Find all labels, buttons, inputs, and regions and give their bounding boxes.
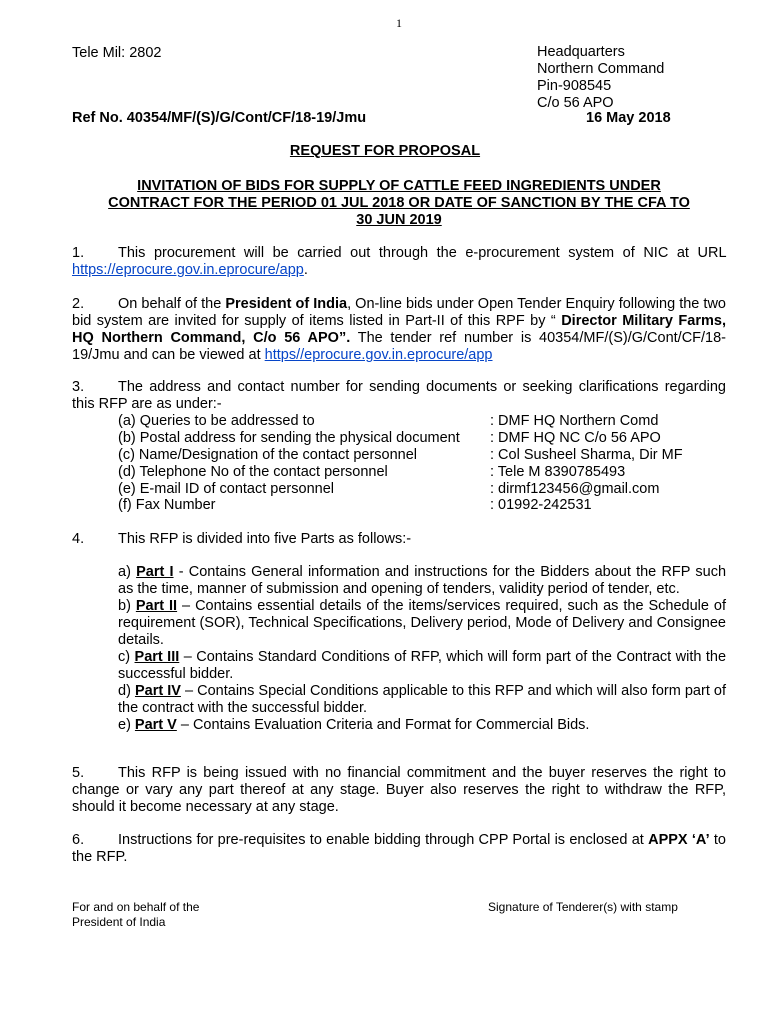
paragraph-text: The tender ref number is 40354/MF/(S)/G/Cont/CF/18-19/Jmu and can be viewed at bbox=[72, 330, 727, 363]
paragraph-text: On behalf of the bbox=[118, 296, 226, 312]
paragraph-number: 2. bbox=[72, 296, 85, 312]
document-date: 16 May 2018 bbox=[586, 110, 671, 126]
contact-value: : DMF HQ NC C/o 56 APO bbox=[490, 430, 661, 446]
paragraph-text: The address and contact number for sending documents or seeking clarifications regarding this RFP are as under:- bbox=[72, 379, 726, 412]
paragraph-5 bbox=[72, 765, 726, 816]
contact-value: : dirmf123456@gmail.com bbox=[490, 481, 660, 497]
address-line: C/o 56 APO bbox=[537, 95, 614, 111]
paragraph-3 bbox=[72, 379, 726, 413]
contact-label: (d) Telephone No of the contact personnel bbox=[118, 464, 388, 480]
contact-label: (f) Fax Number bbox=[118, 497, 216, 513]
part-text: - Contains General information and instructions for the Bidders about the RFP such as the time, manner of submission and opening of tenders, validity period of tender, etc. bbox=[118, 564, 727, 597]
part-item bbox=[118, 683, 726, 717]
tender-link[interactable]: https//eprocure.gov.in.eprocure/app bbox=[264, 347, 493, 363]
paragraph-number: 3. bbox=[72, 379, 85, 395]
paragraph-1 bbox=[72, 245, 726, 279]
tele-mil: Tele Mil: 2802 bbox=[72, 45, 162, 61]
paragraph-text: This RFP is divided into five Parts as follows:- bbox=[118, 531, 412, 547]
paragraph-number: 4. bbox=[72, 531, 85, 547]
part-text: – Contains Evaluation Criteria and Format for Commercial Bids. bbox=[176, 717, 590, 733]
contact-value: : DMF HQ Northern Comd bbox=[490, 413, 659, 429]
contact-row bbox=[118, 481, 728, 498]
part-item bbox=[118, 717, 726, 734]
appendix-reference: APPX ‘A’ bbox=[648, 832, 710, 848]
contact-label: (b) Postal address for sending the physical document bbox=[118, 430, 460, 446]
invitation-line: INVITATION OF BIDS FOR SUPPLY OF CATTLE FEED INGREDIENTS UNDER bbox=[137, 178, 661, 194]
address-line: Pin-908545 bbox=[537, 78, 612, 94]
contact-value: : Col Susheel Sharma, Dir MF bbox=[490, 447, 683, 463]
part-prefix: e) bbox=[118, 717, 135, 733]
paragraph-number: 6. bbox=[72, 832, 85, 848]
rfp-parts-list bbox=[118, 564, 726, 734]
part-name: Part II bbox=[135, 598, 178, 614]
part-name: Part III bbox=[134, 649, 180, 665]
paragraph-4 bbox=[72, 531, 726, 548]
paragraph-text: This RFP is being issued with no financial commitment and the buyer reserves the right to change or vary any part thereof at any stage. Buyer also reserves the right to withdraw the RFP, should it become necessary at any stage. bbox=[72, 765, 726, 815]
part-prefix: d) bbox=[118, 683, 135, 699]
page-title: REQUEST FOR PROPOSAL bbox=[289, 143, 481, 159]
invitation-line: CONTRACT FOR THE PERIOD 01 JUL 2018 OR DATE OF SANCTION BY THE CFA TO bbox=[108, 195, 690, 211]
contact-value: : 01992-242531 bbox=[490, 497, 592, 513]
signatory-line: President of India bbox=[72, 915, 166, 929]
contact-row bbox=[118, 497, 728, 514]
paragraph-6 bbox=[72, 832, 726, 866]
page-number: 1 bbox=[396, 16, 402, 30]
part-prefix: a) bbox=[118, 564, 137, 580]
reference-number: Ref No. 40354/MF/(S)/G/Cont/CF/18-19/Jmu bbox=[72, 110, 367, 126]
contact-row bbox=[118, 430, 728, 447]
paragraph-text: This procurement will be carried out through the e-procurement system of NIC at URL bbox=[118, 245, 726, 261]
paragraph-number: 1. bbox=[72, 245, 85, 261]
address-line: Northern Command bbox=[537, 61, 665, 77]
invitation-line: 30 JUN 2019 bbox=[356, 212, 442, 228]
contact-value: : Tele M 8390785493 bbox=[490, 464, 626, 480]
contact-label: (e) E-mail ID of contact personnel bbox=[118, 481, 334, 497]
paragraph-text: Instructions for pre-requisites to enable bidding through CPP Portal is enclosed at bbox=[118, 832, 649, 848]
part-name: Part V bbox=[134, 717, 177, 733]
part-prefix: b) bbox=[118, 598, 136, 614]
contact-row bbox=[118, 413, 728, 430]
paragraph-2 bbox=[72, 296, 726, 364]
signatory-block bbox=[72, 900, 199, 930]
paragraph-end: . bbox=[303, 262, 308, 278]
part-item bbox=[118, 649, 726, 683]
paragraph-text: , On-line bids under Open Tender Enquiry following the two bid system are invited for supply of items listed in Part-II of this RPF by “ bbox=[72, 296, 726, 329]
eprocure-link[interactable]: https://eprocure.gov.in.eprocure/app bbox=[72, 262, 304, 278]
contact-row bbox=[118, 464, 728, 481]
contact-label: (a) Queries to be addressed to bbox=[118, 413, 315, 429]
part-item bbox=[118, 564, 726, 598]
part-name: Part IV bbox=[134, 683, 181, 699]
part-text: – Contains essential details of the items/services required, such as the Schedule of requirement (SOR), Technical Specifications, Delivery period, Mode of Delivery and Consignee details. bbox=[118, 598, 727, 648]
invitation-title bbox=[72, 178, 726, 229]
part-name: Part I bbox=[136, 564, 174, 580]
part-text: – Contains Special Conditions applicable to this RFP and which will also form part of the contract with the successful bidder. bbox=[118, 683, 726, 716]
part-item bbox=[118, 598, 726, 649]
president-of-india: President of India bbox=[225, 296, 348, 312]
contact-row bbox=[118, 447, 728, 464]
tenderer-signature-label: Signature of Tenderer(s) with stamp bbox=[488, 900, 678, 914]
address-line: Headquarters bbox=[537, 44, 625, 60]
contact-label: (c) Name/Designation of the contact personnel bbox=[118, 447, 418, 463]
part-text: – Contains Standard Conditions of RFP, which will form part of the Contract with the successful bidder. bbox=[118, 649, 727, 682]
part-prefix: c) bbox=[118, 649, 135, 665]
signatory-line: For and on behalf of the bbox=[72, 900, 200, 914]
paragraph-text: to the RFP. bbox=[72, 832, 726, 865]
paragraph-number: 5. bbox=[72, 765, 85, 781]
director-military-farms: Director Military Farms, HQ Northern Command, C/o 56 APO”. bbox=[72, 313, 726, 346]
